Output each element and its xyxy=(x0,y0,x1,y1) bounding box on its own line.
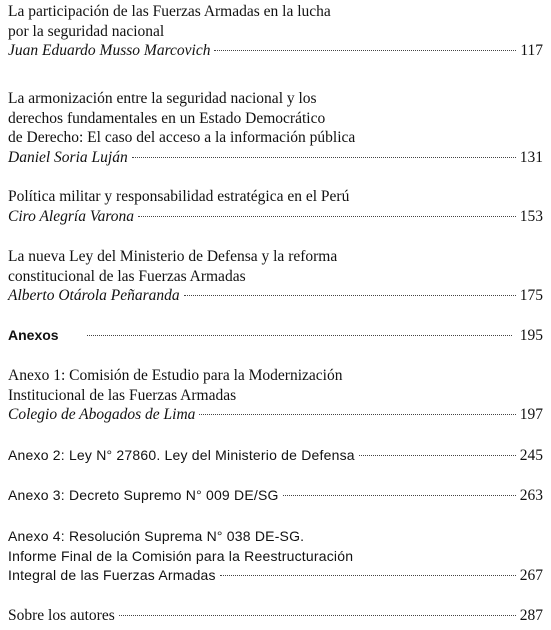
entry-title-line: por la seguridad nacional xyxy=(8,22,165,40)
dot-leader xyxy=(283,495,516,496)
entry-author-row xyxy=(8,405,543,425)
dot-leader xyxy=(138,216,516,217)
toc-entry xyxy=(8,606,543,626)
page-number: 267 xyxy=(519,567,543,584)
entry-title-line: Institucional de las Fuerzas Armadas xyxy=(8,386,237,404)
entry-title-row xyxy=(8,566,543,586)
entry-title: Anexo 2: Ley N° 27860. Ley del Ministerio de Defensa xyxy=(8,447,355,463)
page-number: 287 xyxy=(519,607,543,624)
entry-title-line: Anexo 4: Resolución Suprema N° 038 DE-SG. xyxy=(8,528,305,544)
dot-leader xyxy=(132,157,516,158)
entry-title-line: Informe Final de la Comisión para la Reestructuración xyxy=(8,547,354,564)
entry-title-line: La nueva Ley del Ministerio de Defensa y la reforma xyxy=(8,248,338,265)
entry-title: Sobre los autores xyxy=(8,607,115,624)
dot-leader xyxy=(87,335,512,336)
dot-leader xyxy=(220,575,516,576)
toc-entry xyxy=(8,187,543,226)
entry-author: Daniel Soria Luján xyxy=(8,148,128,166)
dot-leader xyxy=(199,414,515,415)
entry-title-row xyxy=(8,606,543,626)
page-number: 263 xyxy=(519,487,543,504)
entry-author: Juan Eduardo Musso Marcovich xyxy=(8,42,211,59)
entry-title-line: La participación de las Fuerzas Armadas en la lucha xyxy=(8,3,331,20)
entry-author-row xyxy=(8,286,543,306)
page-number: 197 xyxy=(519,406,543,423)
toc-entry xyxy=(8,89,543,167)
entry-title: Integral de las Fuerzas Armadas xyxy=(8,567,216,583)
entry-title-line: derechos fundamentales en un Estado Democrático xyxy=(8,109,326,127)
page-number: 131 xyxy=(519,148,543,166)
entry-title-line: constitucional de las Fuerzas Armadas xyxy=(8,267,246,285)
entry-author-row xyxy=(8,207,543,227)
entry-title-row xyxy=(8,326,543,346)
entry-title-line: de Derecho: El caso del acceso a la información pública xyxy=(8,129,356,146)
section-heading: Anexos xyxy=(8,327,59,343)
toc-entry xyxy=(8,247,543,306)
dot-leader xyxy=(359,455,516,456)
entry-author: Colegio de Abogados de Lima xyxy=(8,406,196,423)
entry-title-row xyxy=(8,446,543,466)
page-number: 195 xyxy=(519,327,543,344)
page-number: 117 xyxy=(520,42,543,59)
dot-leader xyxy=(184,295,516,296)
toc-entry xyxy=(8,486,543,506)
entry-title-row xyxy=(8,486,543,506)
toc-entry xyxy=(8,446,543,466)
toc-entry xyxy=(8,527,543,586)
entry-title-line: Anexo 1: Comisión de Estudio para la Modernización xyxy=(8,367,343,384)
toc-entry-anexos xyxy=(8,326,543,346)
toc-entry xyxy=(8,2,543,61)
entry-author: Ciro Alegría Varona xyxy=(8,207,135,225)
dot-leader xyxy=(119,615,516,616)
page-number: 175 xyxy=(519,287,543,304)
entry-title-line: Política militar y responsabilidad estratégica en el Perú xyxy=(8,188,350,205)
entry-author: Alberto Otárola Peñaranda xyxy=(8,287,180,304)
entry-title: Anexo 3: Decreto Supremo N° 009 DE/SG xyxy=(8,487,279,503)
entry-title-line: La armonización entre la seguridad nacional y los xyxy=(8,90,317,107)
entry-author-row xyxy=(8,41,543,61)
toc-entry xyxy=(8,366,543,425)
dot-leader xyxy=(214,50,516,51)
entry-author-row xyxy=(8,148,543,168)
page-number: 245 xyxy=(519,447,543,464)
page-number: 153 xyxy=(519,207,543,225)
